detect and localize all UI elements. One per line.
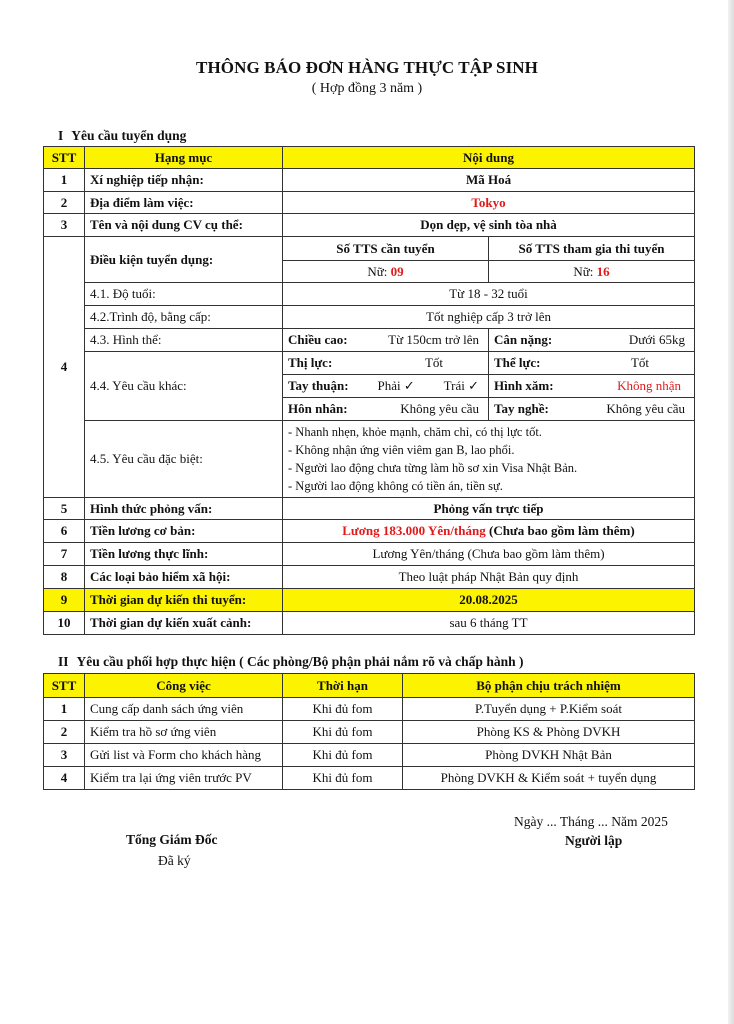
list-item: - Người lao động không có tiền án, tiền sự. bbox=[288, 479, 503, 493]
skill-key: Tay nghề: bbox=[494, 401, 549, 416]
row-value: Lương Yên/tháng (Chưa bao gồm làm thêm) bbox=[283, 543, 695, 566]
row-value: Dọn dẹp, vệ sinh tòa nhà bbox=[283, 214, 695, 237]
row-value: Theo luật pháp Nhật Bản quy định bbox=[283, 566, 695, 589]
row-label: Tiền lương cơ bản: bbox=[85, 520, 283, 543]
weight-value: Dưới 65kg bbox=[628, 332, 686, 347]
row-label: Hình thức phỏng vấn: bbox=[85, 498, 283, 520]
row-label: Thời gian dự kiến thi tuyển: bbox=[85, 589, 283, 612]
weight-key: Cân nặng: bbox=[494, 332, 553, 347]
work-location-value: Tokyo bbox=[283, 192, 695, 214]
table-row bbox=[44, 237, 695, 261]
exam-date-value: 20.08.2025 bbox=[283, 589, 695, 612]
dept-cell: Phòng DVKH Nhật Bản bbox=[403, 744, 695, 767]
need-count-prefix: Nữ: bbox=[367, 263, 388, 279]
join-count-header: Số TTS tham gia thi tuyển bbox=[489, 237, 695, 261]
table-row bbox=[44, 520, 695, 543]
deadline-cell: Khi đủ fom bbox=[283, 767, 403, 790]
need-count-value: 09 bbox=[390, 263, 404, 279]
deadline-cell: Khi đủ fom bbox=[283, 698, 403, 721]
section-2-heading bbox=[58, 654, 523, 670]
preparer-title: Người lập bbox=[565, 833, 623, 848]
row-number: 1 bbox=[44, 698, 85, 721]
row-label: Địa điểm làm việc: bbox=[85, 192, 283, 214]
education-label: 4.2.Trình độ, bằng cấp: bbox=[85, 306, 283, 329]
tattoo-cell bbox=[489, 375, 695, 398]
table-row bbox=[44, 767, 695, 790]
task-cell: Kiểm tra hồ sơ ứng viên bbox=[85, 721, 283, 744]
row-number: 8 bbox=[44, 566, 85, 589]
height-cell bbox=[283, 329, 489, 352]
eyesight-key: Thị lực: bbox=[288, 355, 333, 370]
task-cell: Cung cấp danh sách ứng viên bbox=[85, 698, 283, 721]
skill-value: Không yêu cầu bbox=[606, 401, 686, 416]
row-number: 6 bbox=[44, 520, 85, 543]
section-1-title: Yêu cầu tuyển dụng bbox=[71, 128, 187, 143]
list-item: - Người lao động chưa từng làm hồ sơ xin Visa Nhật Bản. bbox=[288, 461, 578, 475]
col-header-task: Công việc bbox=[85, 674, 283, 698]
col-header-stt: STT bbox=[44, 674, 85, 698]
date-line: Ngày ... Tháng ... Năm 2025 bbox=[514, 814, 668, 829]
table-row bbox=[44, 329, 695, 352]
col-header-content: Nội dung bbox=[283, 147, 695, 169]
dept-cell: P.Tuyển dụng + P.Kiểm soát bbox=[403, 698, 695, 721]
table-row bbox=[44, 543, 695, 566]
table-row bbox=[44, 744, 695, 767]
table-header-row bbox=[44, 674, 695, 698]
table-row bbox=[44, 721, 695, 744]
table-row bbox=[44, 698, 695, 721]
requirements-table bbox=[43, 146, 695, 635]
col-header-deadline: Thời hạn bbox=[283, 674, 403, 698]
row-number: 5 bbox=[44, 498, 85, 520]
handedness-right: Phải ✓ bbox=[377, 378, 415, 393]
special-req-list bbox=[283, 421, 695, 498]
coordination-table bbox=[43, 673, 695, 790]
row-value: sau 6 tháng TT bbox=[283, 612, 695, 635]
row-number: 4 bbox=[44, 237, 85, 498]
body-label: 4.3. Hình thể: bbox=[85, 329, 283, 352]
fitness-cell bbox=[489, 352, 695, 375]
table-row bbox=[44, 306, 695, 329]
join-count-prefix: Nữ: bbox=[573, 263, 594, 279]
row-number: 10 bbox=[44, 612, 85, 635]
need-count-header: Số TTS cần tuyển bbox=[283, 237, 489, 261]
marital-key: Hôn nhân: bbox=[288, 401, 348, 416]
row-value: Mã Hoá bbox=[283, 169, 695, 192]
table-header-row bbox=[44, 147, 695, 169]
age-value: Từ 18 - 32 tuổi bbox=[283, 283, 695, 306]
height-value: Từ 150cm trở lên bbox=[388, 332, 479, 347]
row-number: 2 bbox=[44, 192, 85, 214]
section-1-heading bbox=[58, 128, 186, 144]
tattoo-value: Không nhận bbox=[617, 378, 682, 393]
document-title: THÔNG BÁO ĐƠN HÀNG THỰC TẬP SINH bbox=[196, 58, 538, 77]
table-row bbox=[44, 169, 695, 192]
other-req-label: 4.4. Yêu cầu khác: bbox=[85, 352, 283, 421]
marital-value: Không yêu cầu bbox=[400, 401, 479, 416]
col-header-stt: STT bbox=[44, 147, 85, 169]
weight-cell bbox=[489, 329, 695, 352]
row-label: Tiền lương thực lĩnh: bbox=[85, 543, 283, 566]
task-cell: Gửi list và Form cho khách hàng bbox=[85, 744, 283, 767]
table-row bbox=[44, 421, 695, 498]
height-key: Chiều cao: bbox=[288, 332, 348, 347]
row-number: 7 bbox=[44, 543, 85, 566]
need-count-cell bbox=[283, 261, 489, 283]
col-header-dept: Bộ phận chịu trách nhiệm bbox=[403, 674, 695, 698]
task-cell: Kiểm tra lại ứng viên trước PV bbox=[85, 767, 283, 790]
director-title: Tổng Giám Đốc bbox=[126, 832, 218, 847]
section-1-roman: I bbox=[58, 128, 64, 143]
row-label: Xí nghiệp tiếp nhận: bbox=[85, 169, 283, 192]
table-row bbox=[44, 589, 695, 612]
list-item: - Nhanh nhẹn, khỏe mạnh, chăm chỉ, có thị lực tốt. bbox=[288, 425, 542, 439]
row-number: 2 bbox=[44, 721, 85, 744]
marital-cell bbox=[283, 398, 489, 421]
join-count-value: 16 bbox=[596, 263, 610, 279]
table-row bbox=[44, 498, 695, 520]
table-row bbox=[44, 214, 695, 237]
handedness-key: Tay thuận: bbox=[288, 378, 349, 393]
base-salary-cell bbox=[283, 520, 695, 543]
list-item: - Không nhận ứng viên viêm gan B, lao phổi. bbox=[288, 443, 515, 457]
eyesight-cell bbox=[283, 352, 489, 375]
education-value: Tốt nghiệp cấp 3 trở lên bbox=[283, 306, 695, 329]
deadline-cell: Khi đủ fom bbox=[283, 744, 403, 767]
section-2-roman: II bbox=[58, 654, 69, 669]
row-label: Tên và nội dung CV cụ thể: bbox=[85, 214, 283, 237]
handedness-left: Trái ✓ bbox=[443, 378, 479, 393]
page-edge-shadow bbox=[728, 0, 734, 1024]
tattoo-key: Hình xăm: bbox=[494, 378, 554, 393]
director-signed: Đã ký bbox=[158, 853, 191, 868]
table-row bbox=[44, 352, 695, 375]
join-count-cell bbox=[489, 261, 695, 283]
section-2-title: Yêu cầu phối hợp thực hiện ( Các phòng/Bộ phận phải nắm rõ và chấp hành ) bbox=[76, 654, 524, 669]
table-row bbox=[44, 566, 695, 589]
base-salary-note: (Chưa bao gồm làm thêm) bbox=[485, 523, 635, 538]
table-row bbox=[44, 192, 695, 214]
row-number: 3 bbox=[44, 214, 85, 237]
col-header-item: Hạng mục bbox=[85, 147, 283, 169]
row-number: 9 bbox=[44, 589, 85, 612]
row-label: Các loại bảo hiểm xã hội: bbox=[85, 566, 283, 589]
row-number: 3 bbox=[44, 744, 85, 767]
skill-cell bbox=[489, 398, 695, 421]
document-subtitle: ( Hợp đồng 3 năm ) bbox=[311, 81, 423, 96]
row-number: 4 bbox=[44, 767, 85, 790]
eyesight-value: Tốt bbox=[424, 355, 443, 370]
special-req-label: 4.5. Yêu cầu đặc biệt: bbox=[85, 421, 283, 498]
row-number: 1 bbox=[44, 169, 85, 192]
base-salary-value: Lương 183.000 Yên/tháng bbox=[342, 523, 486, 538]
fitness-value: Tốt bbox=[630, 355, 650, 370]
dept-cell: Phòng KS & Phòng DVKH bbox=[403, 721, 695, 744]
age-label: 4.1. Độ tuổi: bbox=[85, 283, 283, 306]
recruit-condition-label: Điều kiện tuyển dụng: bbox=[85, 237, 283, 283]
row-label: Thời gian dự kiến xuất cảnh: bbox=[85, 612, 283, 635]
table-row bbox=[44, 612, 695, 635]
row-value: Phỏng vấn trực tiếp bbox=[283, 498, 695, 520]
dept-cell: Phòng DVKH & Kiểm soát + tuyển dụng bbox=[403, 767, 695, 790]
deadline-cell: Khi đủ fom bbox=[283, 721, 403, 744]
handedness-cell bbox=[283, 375, 489, 398]
table-row bbox=[44, 283, 695, 306]
fitness-key: Thể lực: bbox=[494, 355, 541, 370]
